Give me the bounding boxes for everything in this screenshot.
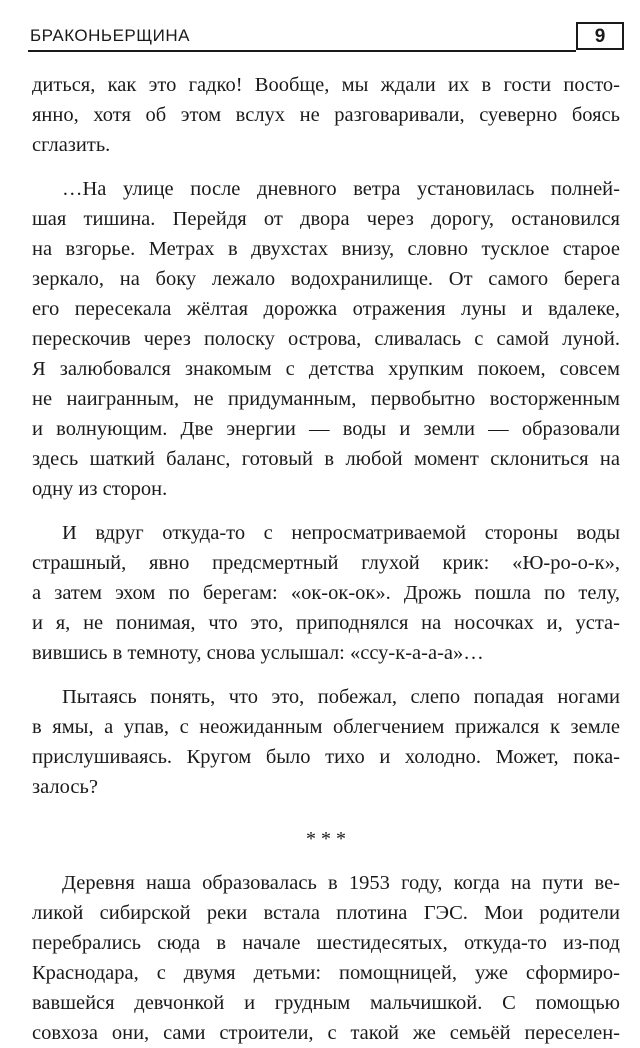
text-line: одну из сторон. xyxy=(32,478,168,500)
text-line: И вдруг откуда-то с непросматриваемой стороны воды xyxy=(62,522,620,544)
text-line: Краснодара, с двумя детьми: помощницей, уже сформиро- xyxy=(32,962,620,984)
text-line: ликой сибирской реки встала плотина ГЭС. Мои родители xyxy=(32,902,620,924)
paragraph xyxy=(32,868,620,1048)
text-line: Пытаясь понять, что это, побежал, слепо попадая ногами xyxy=(62,686,620,708)
text-line: его пересекала жёлтая дорожка отражения луны и вдалеке, xyxy=(32,298,620,320)
text-line: зеркало, на боку лежало водохранилище. От самого берега xyxy=(32,268,620,290)
text-line: на взгорье. Метрах в двухстах внизу, словно тусклое старое xyxy=(32,238,620,260)
text-line: диться, как это гадко! Вообще, мы ждали их в гости посто- xyxy=(32,74,620,96)
text-line: и волнующим. Две энергии — воды и земли — образовали xyxy=(32,418,620,440)
text-line: прислушиваясь. Кругом было тихо и холодно. Может, пока- xyxy=(32,746,620,768)
text-line: Деревня наша образовалась в 1953 году, когда на пути ве- xyxy=(62,872,620,894)
running-title: БРАКОНЬЕРЩИНА xyxy=(30,26,191,45)
text-line: Я залюбовался знакомым с детства хрупким покоем, совсем xyxy=(32,358,620,380)
page-number-box xyxy=(576,22,624,50)
body-text xyxy=(32,70,620,1048)
text-line: в ямы, а упав, с неожиданным облегчением прижался к земле xyxy=(32,716,620,738)
header-rule xyxy=(28,50,576,52)
text-line: не наигранным, не придуманным, первобытно восторженным xyxy=(32,388,620,410)
paragraph xyxy=(32,174,620,504)
text-line: здесь шаткий баланс, готовый в любой момент склониться на xyxy=(32,448,620,470)
text-line: залось? xyxy=(32,776,98,798)
text-line: …На улице после дневного ветра установилась полней- xyxy=(62,178,620,200)
text-line: вившись в темноту, снова услышал: «ссу-к-а-а-а»… xyxy=(32,642,484,664)
text-line: перебрались сюда в начале шестидесятых, откуда-то из-под xyxy=(32,932,620,954)
page-number: 9 xyxy=(594,26,606,47)
text-line: и я, не понимая, что это, приподнялся на носочках и, уста- xyxy=(32,612,620,634)
text-line: совхоза они, сами строители, с такой же семьёй переселен- xyxy=(32,1022,620,1044)
text-line: янно, хотя об этом вслух не разговаривали, суеверно боясь xyxy=(32,104,620,126)
text-line: страшный, явно предсмертный глухой крик: «Ю-ро-о-к», xyxy=(32,552,620,574)
text-line: вавшейся девчонкой и грудным мальчишкой. С помощью xyxy=(32,992,620,1014)
text-line: шая тишина. Перейдя от двора через дорогу, остановился xyxy=(32,208,620,230)
text-line: а затем эхом по берегам: «ок-ок-ок». Дрожь пошла по телу, xyxy=(32,582,620,604)
section-separator: * * * xyxy=(306,828,346,850)
paragraph xyxy=(32,682,620,802)
text-line: сглазить. xyxy=(32,134,111,156)
page-header xyxy=(28,20,628,52)
text-line: перескочив через полоску острова, сливалась с самой луной. xyxy=(32,328,620,350)
paragraph xyxy=(32,518,620,668)
paragraph xyxy=(32,70,620,160)
